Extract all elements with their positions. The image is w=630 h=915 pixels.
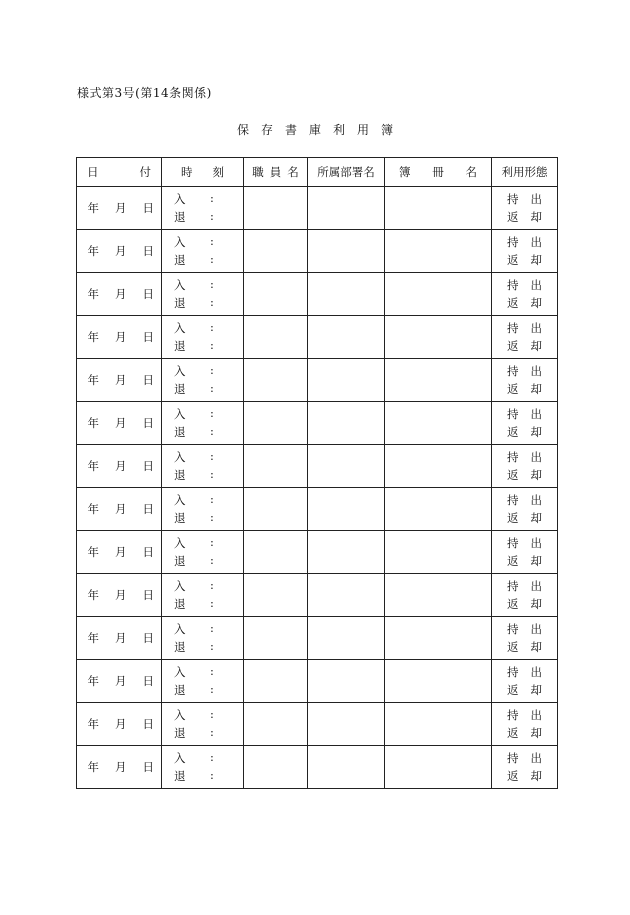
table-row: [77, 660, 558, 703]
usage-type-cell[interactable]: [492, 660, 558, 703]
time-cell[interactable]: [162, 359, 244, 402]
department-cell[interactable]: [308, 273, 385, 316]
title-char: 庫: [308, 123, 321, 137]
date-cell[interactable]: [77, 531, 162, 574]
month-label: 月: [115, 502, 127, 516]
time-cell[interactable]: [162, 316, 244, 359]
return-char: 却: [530, 597, 542, 611]
take-out-char: 出: [530, 751, 542, 765]
month-label: 月: [115, 545, 127, 559]
take-out-char: 出: [530, 450, 542, 464]
date-cell[interactable]: [77, 359, 162, 402]
return-char: 返: [507, 597, 519, 611]
enter-label: 入: [174, 536, 186, 550]
book-name-cell[interactable]: [385, 617, 492, 660]
enter-label: 入: [174, 622, 186, 636]
time-cell[interactable]: [162, 531, 244, 574]
book-name-cell[interactable]: [385, 359, 492, 402]
exit-label: 退: [174, 253, 186, 267]
book-name-cell[interactable]: [385, 531, 492, 574]
date-cell[interactable]: [77, 187, 162, 230]
time-colon: :: [210, 363, 214, 377]
day-label: 日: [142, 416, 154, 430]
exit-label: 退: [174, 726, 186, 740]
return-char: 却: [530, 726, 542, 740]
date-cell[interactable]: [77, 746, 162, 789]
return-char: 返: [507, 683, 519, 697]
take-out-char: 持: [507, 407, 519, 421]
department-cell[interactable]: [308, 574, 385, 617]
take-out-char: 出: [530, 493, 542, 507]
staff-name-cell[interactable]: [244, 359, 308, 402]
department-cell[interactable]: [308, 660, 385, 703]
return-char: 却: [530, 683, 542, 697]
department-cell[interactable]: [308, 488, 385, 531]
take-out-char: 出: [530, 278, 542, 292]
time-colon: :: [210, 621, 214, 635]
table-row: [77, 402, 558, 445]
time-colon: :: [210, 707, 214, 721]
month-label: 月: [115, 201, 127, 215]
take-out-char: 出: [530, 192, 542, 206]
return-char: 返: [507, 640, 519, 654]
usage-type-cell[interactable]: [492, 617, 558, 660]
usage-type-cell[interactable]: [492, 316, 558, 359]
date-cell[interactable]: [77, 703, 162, 746]
time-colon: :: [210, 510, 214, 524]
usage-type-cell[interactable]: [492, 359, 558, 402]
day-label: 日: [142, 373, 154, 387]
time-cell[interactable]: [162, 660, 244, 703]
book-name-cell[interactable]: [385, 316, 492, 359]
time-cell[interactable]: [162, 273, 244, 316]
date-cell[interactable]: [77, 574, 162, 617]
title-char: 簿: [381, 123, 394, 137]
usage-type-cell[interactable]: [492, 402, 558, 445]
usage-type-cell[interactable]: [492, 746, 558, 789]
return-char: 返: [507, 382, 519, 396]
year-label: 年: [87, 201, 99, 215]
month-label: 月: [115, 459, 127, 473]
return-char: 却: [530, 210, 542, 224]
title-char: 保: [236, 123, 249, 137]
header-date-char: 日: [87, 165, 99, 179]
exit-label: 退: [174, 511, 186, 525]
time-colon: :: [210, 492, 214, 506]
table-row: [77, 359, 558, 402]
department-cell[interactable]: [308, 617, 385, 660]
header-date: [77, 158, 162, 187]
book-name-cell[interactable]: [385, 488, 492, 531]
time-colon: :: [210, 338, 214, 352]
return-char: 却: [530, 296, 542, 310]
usage-type-cell[interactable]: [492, 574, 558, 617]
enter-label: 入: [174, 493, 186, 507]
enter-label: 入: [174, 278, 186, 292]
header-book-char: 名: [465, 165, 477, 179]
month-label: 月: [115, 287, 127, 301]
department-cell[interactable]: [308, 230, 385, 273]
title-char: 用: [357, 123, 370, 137]
exit-label: 退: [174, 382, 186, 396]
title-char: 書: [284, 123, 297, 137]
staff-name-cell[interactable]: [244, 746, 308, 789]
year-label: 年: [87, 373, 99, 387]
year-label: 年: [87, 287, 99, 301]
month-label: 月: [115, 330, 127, 344]
time-colon: :: [210, 535, 214, 549]
enter-label: 入: [174, 364, 186, 378]
time-colon: :: [210, 578, 214, 592]
header-book-char: 冊: [432, 165, 444, 179]
book-name-cell[interactable]: [385, 574, 492, 617]
take-out-char: 持: [507, 536, 519, 550]
time-colon: :: [210, 449, 214, 463]
take-out-char: 出: [530, 622, 542, 636]
month-label: 月: [115, 588, 127, 602]
staff-name-cell[interactable]: [244, 402, 308, 445]
year-label: 年: [87, 760, 99, 774]
date-cell[interactable]: [77, 488, 162, 531]
staff-name-cell[interactable]: [244, 660, 308, 703]
time-colon: :: [210, 424, 214, 438]
date-cell[interactable]: [77, 316, 162, 359]
return-char: 返: [507, 296, 519, 310]
usage-type-cell[interactable]: [492, 230, 558, 273]
time-colon: :: [210, 553, 214, 567]
book-name-cell[interactable]: [385, 402, 492, 445]
time-cell[interactable]: [162, 617, 244, 660]
day-label: 日: [142, 760, 154, 774]
book-name-cell[interactable]: [385, 660, 492, 703]
table-row: [77, 574, 558, 617]
book-name-cell[interactable]: [385, 230, 492, 273]
header-staff-char: 職: [252, 165, 264, 179]
day-label: 日: [142, 717, 154, 731]
return-char: 返: [507, 726, 519, 740]
enter-label: 入: [174, 235, 186, 249]
header-time-char: 時: [181, 165, 193, 179]
table-row: [77, 703, 558, 746]
exit-label: 退: [174, 769, 186, 783]
day-label: 日: [142, 201, 154, 215]
time-colon: :: [210, 320, 214, 334]
date-cell[interactable]: [77, 402, 162, 445]
usage-type-cell[interactable]: [492, 531, 558, 574]
return-char: 却: [530, 382, 542, 396]
exit-label: 退: [174, 296, 186, 310]
time-cell[interactable]: [162, 746, 244, 789]
take-out-char: 持: [507, 751, 519, 765]
year-label: 年: [87, 674, 99, 688]
year-label: 年: [87, 717, 99, 731]
year-label: 年: [87, 330, 99, 344]
return-char: 返: [507, 769, 519, 783]
return-char: 返: [507, 511, 519, 525]
day-label: 日: [142, 631, 154, 645]
enter-label: 入: [174, 579, 186, 593]
time-colon: :: [210, 209, 214, 223]
take-out-char: 出: [530, 579, 542, 593]
exit-label: 退: [174, 468, 186, 482]
return-char: 返: [507, 339, 519, 353]
day-label: 日: [142, 244, 154, 258]
usage-type-cell[interactable]: [492, 703, 558, 746]
table-row: [77, 617, 558, 660]
day-label: 日: [142, 287, 154, 301]
day-label: 日: [142, 545, 154, 559]
table-row: [77, 746, 558, 789]
take-out-char: 持: [507, 235, 519, 249]
time-colon: :: [210, 682, 214, 696]
year-label: 年: [87, 545, 99, 559]
time-cell[interactable]: [162, 187, 244, 230]
exit-label: 退: [174, 597, 186, 611]
enter-label: 入: [174, 665, 186, 679]
staff-name-cell[interactable]: [244, 488, 308, 531]
year-label: 年: [87, 416, 99, 430]
header-time: [162, 158, 244, 187]
time-cell[interactable]: [162, 230, 244, 273]
time-colon: :: [210, 252, 214, 266]
date-cell[interactable]: [77, 660, 162, 703]
enter-label: 入: [174, 407, 186, 421]
usage-type-cell[interactable]: [492, 488, 558, 531]
return-char: 却: [530, 511, 542, 525]
day-label: 日: [142, 588, 154, 602]
take-out-char: 出: [530, 407, 542, 421]
return-char: 却: [530, 425, 542, 439]
day-label: 日: [142, 674, 154, 688]
return-char: 返: [507, 468, 519, 482]
time-colon: :: [210, 639, 214, 653]
take-out-char: 出: [530, 665, 542, 679]
table-row: [77, 187, 558, 230]
take-out-char: 持: [507, 665, 519, 679]
book-name-cell[interactable]: [385, 746, 492, 789]
title-char: 利: [333, 123, 346, 137]
department-cell[interactable]: [308, 531, 385, 574]
month-label: 月: [115, 674, 127, 688]
time-colon: :: [210, 277, 214, 291]
return-char: 返: [507, 425, 519, 439]
department-cell[interactable]: [308, 316, 385, 359]
return-char: 返: [507, 253, 519, 267]
return-char: 却: [530, 769, 542, 783]
take-out-char: 持: [507, 364, 519, 378]
time-cell[interactable]: [162, 445, 244, 488]
table-row: [77, 273, 558, 316]
time-colon: :: [210, 467, 214, 481]
return-char: 却: [530, 339, 542, 353]
take-out-char: 出: [530, 321, 542, 335]
staff-name-cell[interactable]: [244, 230, 308, 273]
return-char: 却: [530, 640, 542, 654]
department-cell[interactable]: [308, 746, 385, 789]
time-colon: :: [210, 664, 214, 678]
month-label: 月: [115, 373, 127, 387]
day-label: 日: [142, 502, 154, 516]
department-cell[interactable]: [308, 402, 385, 445]
take-out-char: 持: [507, 192, 519, 206]
time-cell[interactable]: [162, 488, 244, 531]
time-colon: :: [210, 381, 214, 395]
month-label: 月: [115, 717, 127, 731]
exit-label: 退: [174, 640, 186, 654]
time-cell[interactable]: [162, 402, 244, 445]
year-label: 年: [87, 502, 99, 516]
take-out-char: 出: [530, 235, 542, 249]
header-row: [77, 158, 558, 187]
time-colon: :: [210, 750, 214, 764]
header-department: [308, 158, 385, 187]
enter-label: 入: [174, 751, 186, 765]
title-char: 存: [260, 123, 273, 137]
table-row: [77, 316, 558, 359]
day-label: 日: [142, 459, 154, 473]
take-out-char: 持: [507, 321, 519, 335]
time-colon: :: [210, 295, 214, 309]
usage-type-cell[interactable]: [492, 273, 558, 316]
exit-label: 退: [174, 339, 186, 353]
year-label: 年: [87, 588, 99, 602]
day-label: 日: [142, 330, 154, 344]
time-colon: :: [210, 406, 214, 420]
header-department-label: 所属部署名: [317, 165, 375, 179]
staff-name-cell[interactable]: [244, 445, 308, 488]
exit-label: 退: [174, 210, 186, 224]
register-body: [77, 187, 558, 789]
take-out-char: 持: [507, 622, 519, 636]
time-cell[interactable]: [162, 574, 244, 617]
header-usage-label: 利用形態: [501, 165, 548, 179]
take-out-char: 持: [507, 493, 519, 507]
date-cell[interactable]: [77, 230, 162, 273]
department-cell[interactable]: [308, 187, 385, 230]
date-cell[interactable]: [77, 445, 162, 488]
time-colon: :: [210, 191, 214, 205]
department-cell[interactable]: [308, 359, 385, 402]
take-out-char: 出: [530, 708, 542, 722]
staff-name-cell[interactable]: [244, 574, 308, 617]
header-staff-name: [244, 158, 308, 187]
return-char: 却: [530, 468, 542, 482]
form-number: 様式第3号(第14条関係): [77, 86, 212, 100]
year-label: 年: [87, 459, 99, 473]
time-colon: :: [210, 725, 214, 739]
enter-label: 入: [174, 321, 186, 335]
time-colon: :: [210, 596, 214, 610]
year-label: 年: [87, 244, 99, 258]
table-row: [77, 488, 558, 531]
usage-type-cell[interactable]: [492, 445, 558, 488]
header-date-char: 付: [139, 165, 151, 179]
month-label: 月: [115, 760, 127, 774]
enter-label: 入: [174, 450, 186, 464]
staff-name-cell[interactable]: [244, 273, 308, 316]
book-name-cell[interactable]: [385, 273, 492, 316]
take-out-char: 出: [530, 536, 542, 550]
enter-label: 入: [174, 708, 186, 722]
return-char: 却: [530, 253, 542, 267]
take-out-char: 持: [507, 278, 519, 292]
take-out-char: 持: [507, 450, 519, 464]
date-cell[interactable]: [77, 273, 162, 316]
staff-name-cell[interactable]: [244, 316, 308, 359]
book-name-cell[interactable]: [385, 703, 492, 746]
staff-name-cell[interactable]: [244, 531, 308, 574]
time-colon: :: [210, 768, 214, 782]
header-book-name: [385, 158, 492, 187]
return-char: 却: [530, 554, 542, 568]
date-cell[interactable]: [77, 617, 162, 660]
return-char: 返: [507, 210, 519, 224]
table-row: [77, 531, 558, 574]
staff-name-cell[interactable]: [244, 617, 308, 660]
department-cell[interactable]: [308, 703, 385, 746]
month-label: 月: [115, 244, 127, 258]
time-colon: :: [210, 234, 214, 248]
take-out-char: 持: [507, 579, 519, 593]
department-cell[interactable]: [308, 445, 385, 488]
book-name-cell[interactable]: [385, 445, 492, 488]
staff-name-cell[interactable]: [244, 187, 308, 230]
book-name-cell[interactable]: [385, 187, 492, 230]
enter-label: 入: [174, 192, 186, 206]
time-cell[interactable]: [162, 703, 244, 746]
month-label: 月: [115, 416, 127, 430]
month-label: 月: [115, 631, 127, 645]
page-title: [0, 121, 630, 138]
exit-label: 退: [174, 425, 186, 439]
register-table: [76, 157, 558, 789]
exit-label: 退: [174, 554, 186, 568]
header-staff-char: 員: [269, 165, 282, 179]
header-staff-char: 名: [287, 165, 299, 179]
header-book-char: 簿: [399, 165, 411, 179]
staff-name-cell[interactable]: [244, 703, 308, 746]
usage-type-cell[interactable]: [492, 187, 558, 230]
exit-label: 退: [174, 683, 186, 697]
table-row: [77, 445, 558, 488]
return-char: 返: [507, 554, 519, 568]
take-out-char: 持: [507, 708, 519, 722]
header-usage-type: [492, 158, 558, 187]
year-label: 年: [87, 631, 99, 645]
table-row: [77, 230, 558, 273]
header-time-char: 刻: [212, 165, 224, 179]
take-out-char: 出: [530, 364, 542, 378]
